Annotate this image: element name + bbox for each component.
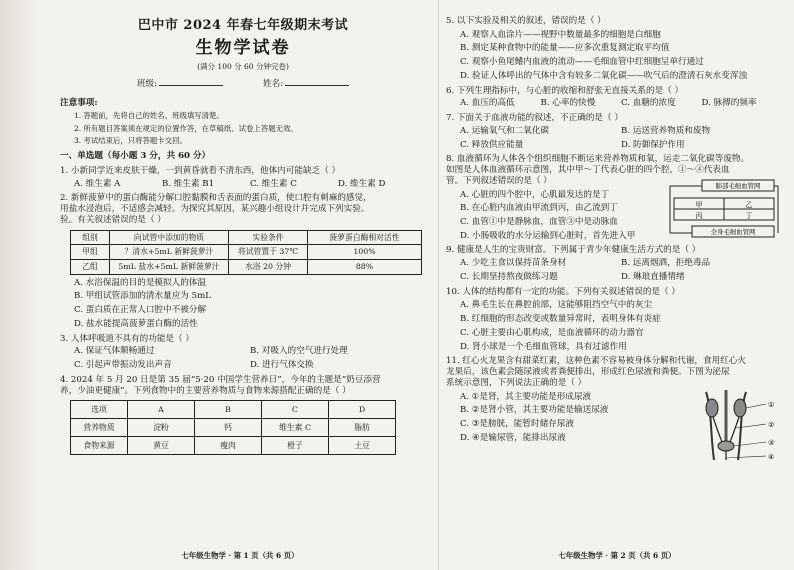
- question-1: 1. 小新同学近来皮肤干燥，一到黄昏就看不清东西，他体内可能缺乏（ ） A. 维生素 A B. 维生素 B1 C. 维生素 C D. 维生素 D: [60, 166, 426, 189]
- experiment-table: 组别 向试管中添加的物质 实验条件 菠萝蛋白酶相对活性 甲组 ？清水+5mL 新鲜菠萝汁 将试管置于 37℃ 100% 乙组 5mL 盐水+5mL 新鲜菠萝汁 水浴 20 分钟 88%: [70, 230, 422, 275]
- question-4: 4. 2024 年 5 月 20 日是第 35 届“5·20 中国学生营养日”，今年的主题是“奶豆添营 养，少油更健康”。下列食物中的主要营养物质与食物来源搭配正确的是（ ） 选项 A B C D 营养物质 淀粉 钙 维生素 C 脂肪 食物来源 黄豆 瘦肉 橙子 土豆: [60, 375, 426, 455]
- question-6: 6. 下列生理指标中，与心脏的收缩和舒张无直接关系的是（ ） A. 血压的高低 B. 心率的快慢 C. 血糖的浓度 D. 脉搏的频率: [446, 86, 782, 109]
- chamber-label: 丁: [745, 212, 753, 221]
- option[interactable]: C. 释放供应能量: [460, 139, 524, 150]
- section-title: 一、单选题（每小题 3 分，共 60 分）: [60, 151, 211, 162]
- class-field[interactable]: 班级:: [137, 79, 223, 90]
- option[interactable]: B. 维生素 B1: [162, 178, 215, 189]
- notice-title: 注意事项:: [60, 97, 98, 108]
- student-info-row: [60, 79, 426, 90]
- option[interactable]: B. 心率的快慢: [540, 98, 596, 109]
- option[interactable]: C. 心脏主要由心肌构成，是血液循环的动力器官: [460, 327, 644, 338]
- page-2: [440, 0, 794, 570]
- question-9: 9. 健康是人生的宝贵财富。下列属于青少年健康生活方式的是（ ） A. 少吃主食以保持苗条身材 B. 远离烟酒，拒绝毒品 C. 长期坚持熬夜做练习题 D. 琳琅直播情绪: [446, 245, 782, 282]
- option[interactable]: B. 在心脏内血液由甲流到丙，由乙流到丁: [460, 203, 618, 214]
- diagram-label-body: 全身毛细血管网: [710, 228, 756, 237]
- option[interactable]: C. 引起声带振动发出声音: [74, 360, 172, 371]
- option[interactable]: C. 蛋白质在正常人口腔中不被分解: [74, 305, 207, 316]
- option[interactable]: A. 保证气体顺畅通过: [74, 346, 155, 357]
- page-footer: 七年级生物学 · 第 2 页（共 6 页）: [558, 550, 676, 560]
- question-11: 11. 红心火龙果含有甜菜红素，这种色素不容易被身体分解和代谢，食用红心火 龙果后，该色素会随尿液或者粪便排出，形成红色尿液和粪便。下图为泌尿 系统示意图，下列说法正确的是（ ） A. ①是肾，其主要功能是形成尿液 B. ②是肾小管，其主要功能是输送尿液 C. ③是膀胱，能暂时储存尿液 D. ④是输尿管，能排出尿液 ① ② ③ ④: [446, 356, 782, 443]
- figure-label: ③: [768, 439, 775, 448]
- name-field[interactable]: 姓名:: [263, 79, 349, 90]
- option[interactable]: C. 长期坚持熬夜做练习题: [460, 271, 558, 282]
- urinary-system-figure: [692, 390, 780, 462]
- option[interactable]: D. 进行气体交换: [250, 360, 314, 371]
- option[interactable]: C. 观察小鱼尾鳍内血液的流动——毛细血管中红细胞呈单行通过: [460, 57, 704, 68]
- option[interactable]: A. 鼻毛生长在鼻腔前部，这能够阻挡空气中的灰尘: [460, 300, 653, 311]
- notice-item: 2. 所有题目答案须在规定的位置作答，在草稿纸、试卷上答题无效。: [74, 123, 298, 133]
- question-8: 8. 血液循环为人体各个组织细胞不断运来营养物质和氧，运走二氧化碳等废物。 如图是人体血液循环示意图，其中甲～丁代表心脏的四个腔，①～④代表血 管。下列叙述错误的是（ ） A. 心脏的四个腔中，心肌最发达的是丁 B. 在心脏内血液由甲流到丙，由乙流到丁 C. 血管①中是静脉血，血管③中是动脉血 D. 小肠吸收的水分运输到心脏时，首先进入甲 肺部毛细血管网 甲 乙 丙 丁 全身毛细血管网: [446, 154, 782, 241]
- score-note: (满分 100 分 60 分钟完卷): [197, 61, 289, 71]
- question-5: 5. 以下实验及相关的叙述，错误的是（ ） A. 观察人血涂片——视野中数量最多的细胞是白细胞 B. 测定某种食物中的能量——应多次重复测定取平均值 C. 观察小鱼尾鳍内血液的流动——毛细血管中红细胞呈单行通过 D. 验证人体呼出的气体中含有较多二氧化碳——吹气后的澄清石灰水变浑浊: [446, 16, 782, 82]
- figure-label: ①: [768, 401, 775, 410]
- question-3: 3. 人体呼吸道不具有的功能是（ ） A. 保证气体顺畅通过 B. 对吸入的空气进行处理 C. 引起声带振动发出声音 D. 进行气体交换: [60, 334, 426, 371]
- option[interactable]: A. ①是肾，其主要功能是形成尿液: [460, 391, 592, 402]
- option[interactable]: D. ④是输尿管，能排出尿液: [460, 432, 566, 443]
- option[interactable]: A. 血压的高低: [460, 98, 515, 109]
- subject-title: 生物学试卷: [195, 38, 291, 59]
- notice-item: 1. 答题前，先将自己的姓名、班级填写清楚。: [74, 111, 224, 121]
- chamber-label: 丙: [695, 212, 703, 221]
- option[interactable]: D. 维生素 D: [338, 178, 386, 189]
- option[interactable]: A. 水浴保温的目的是模拟人的体温: [74, 277, 206, 288]
- page-footer: 七年级生物学 · 第 1 页（共 6 页）: [181, 550, 299, 560]
- option[interactable]: A. 少吃主食以保持苗条身材: [460, 258, 567, 269]
- option[interactable]: B. 测定某种食物中的能量——应多次重复测定取平均值: [460, 43, 670, 54]
- option[interactable]: C. 维生素 C: [250, 178, 297, 189]
- circulation-diagram: [668, 178, 780, 240]
- option[interactable]: D. 验证人体呼出的气体中含有较多二氧化碳——吹气后的澄清石灰水变浑浊: [460, 70, 748, 81]
- question-10: 10. 人体的结构都有一定的功能。下列有关叙述错误的是（ ） A. 鼻毛生长在鼻腔前部，这能够阻挡空气中的灰尘 B. 红细胞的形态改变或数量异常时，表明身体有炎症 C. 心脏主要由心肌构成，是血液循环的动力器官 D. 肾小球是一个毛细血管球，具有过滤作用: [446, 287, 782, 353]
- option[interactable]: D. 肾小球是一个毛细血管球，具有过滤作用: [460, 341, 627, 352]
- option[interactable]: A. 运输氧气和二氧化碳: [460, 125, 550, 136]
- nutrition-table: 选项 A B C D 营养物质 淀粉 钙 维生素 C 脂肪 食物来源 黄豆 瘦肉 橙子 土豆: [70, 400, 396, 455]
- option[interactable]: B. 甲组试管添加的清水量应为 5mL: [74, 291, 211, 302]
- figure-label: ④: [768, 453, 775, 462]
- question-2: 2. 新鲜菠萝中的蛋白酶能分解口腔黏膜和舌表面的蛋白质，使口腔有刺麻的感觉， 用盐水浸泡后，不适感会减轻。为探究其原因，某兴趣小组设计并完成下列实验。 验。有关叙述错误的是（ ） 组别 向试管中添加的物质 实验条件 菠萝蛋白酶相对活性 甲组 ？清水+5mL 新鲜菠萝汁 将试管置于 37℃ 100% 乙组 5mL 盐水+5mL 新鲜菠萝汁 水浴 20 分钟 88% A. 水浴保温的目的是模拟人的体温 B. 甲组试管添加的清水量应为 5mL C. 蛋白质在正常人口腔中不被分解 D. 盐水能提高菠萝蛋白酶的活性: [60, 193, 426, 329]
- option[interactable]: C. 血糖的浓度: [621, 98, 676, 109]
- option[interactable]: A. 维生素 A: [74, 178, 121, 189]
- option[interactable]: D. 盐水能提高菠萝蛋白酶的活性: [74, 318, 198, 329]
- option[interactable]: B. 红细胞的形态改变或数量异常时，表明身体有炎症: [460, 314, 661, 325]
- exam-title: 巴中市 2024 年春七年级期末考试: [137, 18, 349, 33]
- option[interactable]: C. 血管①中是静脉血，血管③中是动脉血: [460, 217, 618, 228]
- question-7: 7. 下面关于血液功能的叙述，不正确的是（ ） A. 运输氧气和二氧化碳 B. 运送营养物质和废物 C. 释放供应能量 D. 防御保护作用: [446, 113, 782, 150]
- chamber-label: 乙: [745, 201, 753, 210]
- diagram-label-lung: 肺部毛细血管网: [715, 182, 761, 191]
- option[interactable]: D. 脉搏的频率: [701, 98, 757, 109]
- notice-item: 3. 考试结束后，只将答题卡交回。: [74, 135, 187, 145]
- option[interactable]: B. 远离烟酒，拒绝毒品: [621, 258, 711, 269]
- option[interactable]: D. 小肠吸收的水分运输到心脏时，首先进入甲: [460, 230, 636, 241]
- option[interactable]: D. 防御保护作用: [621, 139, 685, 150]
- chamber-label: 甲: [695, 201, 703, 210]
- option[interactable]: D. 琳琅直播情绪: [621, 271, 685, 282]
- option[interactable]: B. 运送营养物质和废物: [621, 125, 711, 136]
- option[interactable]: A. 心脏的四个腔中，心肌最发达的是丁: [460, 189, 610, 200]
- figure-label: ②: [768, 421, 775, 430]
- option[interactable]: B. 对吸入的空气进行处理: [250, 346, 348, 357]
- option[interactable]: C. ③是膀胱，能暂时储存尿液: [460, 419, 574, 430]
- option[interactable]: A. 观察人血涂片——视野中数量最多的细胞是白细胞: [460, 29, 661, 40]
- option[interactable]: B. ②是肾小管，其主要功能是输送尿液: [460, 405, 609, 416]
